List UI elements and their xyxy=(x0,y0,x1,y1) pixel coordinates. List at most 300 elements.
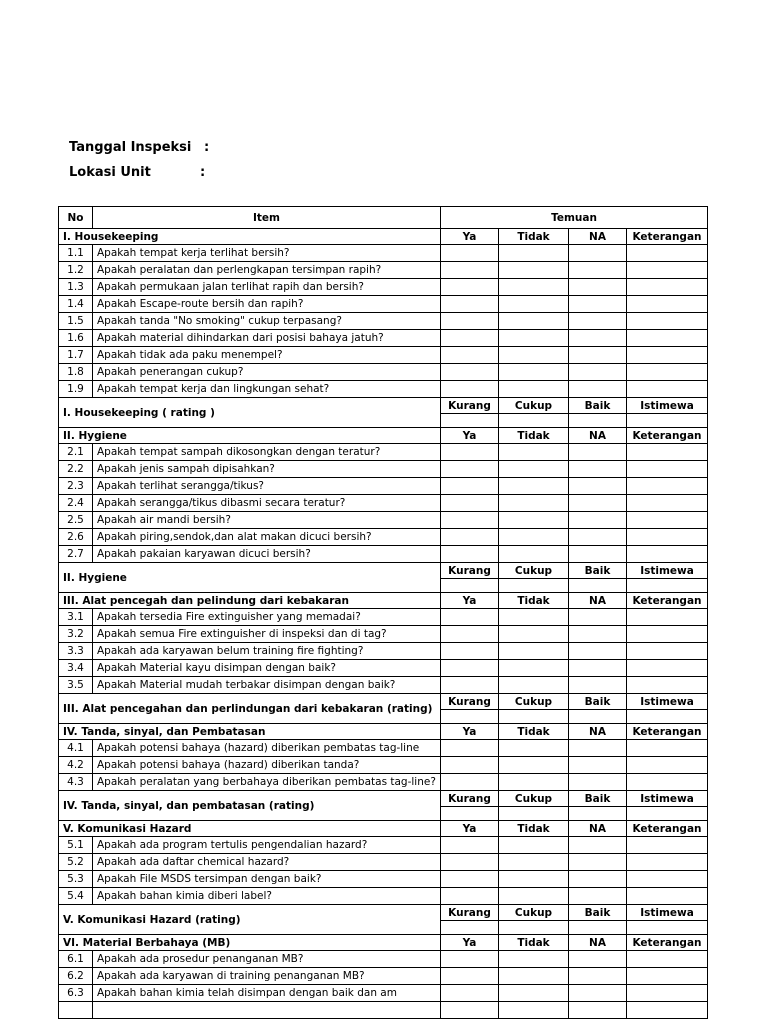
finding-cell-tidak[interactable] xyxy=(499,347,569,364)
rating-cell-kurang[interactable] xyxy=(441,579,499,593)
finding-cell-keterangan[interactable] xyxy=(627,871,708,888)
finding-cell-ya[interactable] xyxy=(441,757,499,774)
item-number: 1.1 xyxy=(59,245,93,262)
finding-cell-na[interactable] xyxy=(569,871,627,888)
finding-cell-keterangan[interactable] xyxy=(627,364,708,381)
finding-cell-na[interactable] xyxy=(569,245,627,262)
section-title: II. Hygiene xyxy=(59,428,441,444)
item-question: Apakah air mandi bersih? xyxy=(93,512,441,529)
checklist-row xyxy=(59,296,708,313)
item-question: Apakah serangga/tikus dibasmi secara teratur? xyxy=(93,495,441,512)
checklist-row xyxy=(59,546,708,563)
finding-col-header: NA xyxy=(569,229,627,245)
item-question: Apakah permukaan jalan terlihat rapih dan bersih? xyxy=(93,279,441,296)
finding-cell-na[interactable] xyxy=(569,643,627,660)
rating-title: IV. Tanda, sinyal, dan pembatasan (rating) xyxy=(59,791,441,821)
rating-col-header: Cukup xyxy=(499,563,569,579)
item-question: Apakah semua Fire extinguisher di inspeksi dan di tag? xyxy=(93,626,441,643)
finding-cell-keterangan[interactable] xyxy=(627,245,708,262)
finding-cell-ya[interactable] xyxy=(441,512,499,529)
rating-col-header: Kurang xyxy=(441,398,499,414)
item-question: Apakah potensi bahaya (hazard) diberikan pembatas tag-line xyxy=(93,740,441,757)
finding-cell-keterangan[interactable] xyxy=(627,609,708,626)
finding-cell-keterangan[interactable] xyxy=(627,626,708,643)
rating-col-header: Cukup xyxy=(499,398,569,414)
rating-cell-istimewa[interactable] xyxy=(627,921,708,935)
checklist-row xyxy=(59,347,708,364)
item-number: 4.3 xyxy=(59,774,93,791)
finding-cell-na[interactable] xyxy=(569,740,627,757)
empty-cell[interactable] xyxy=(59,1002,93,1019)
item-number: 1.4 xyxy=(59,296,93,313)
finding-cell-na[interactable] xyxy=(569,837,627,854)
finding-cell-keterangan[interactable] xyxy=(627,444,708,461)
rating-title: II. Hygiene xyxy=(59,563,441,593)
finding-cell-na[interactable] xyxy=(569,444,627,461)
rating-col-header: Baik xyxy=(569,905,627,921)
finding-col-header: Tidak xyxy=(499,593,569,609)
checklist-row xyxy=(59,262,708,279)
finding-cell-ya[interactable] xyxy=(441,888,499,905)
item-number: 5.3 xyxy=(59,871,93,888)
finding-cell-ya[interactable] xyxy=(441,740,499,757)
empty-cell[interactable] xyxy=(93,1002,441,1019)
finding-cell-keterangan[interactable] xyxy=(627,985,708,1002)
finding-cell-na[interactable] xyxy=(569,968,627,985)
checklist-row xyxy=(59,245,708,262)
rating-header-row xyxy=(59,398,708,414)
finding-cell-tidak[interactable] xyxy=(499,888,569,905)
finding-col-header: NA xyxy=(569,935,627,951)
rating-cell-istimewa[interactable] xyxy=(627,414,708,428)
checklist-row xyxy=(59,313,708,330)
item-question: Apakah jenis sampah dipisahkan? xyxy=(93,461,441,478)
item-number: 5.2 xyxy=(59,854,93,871)
item-number: 1.3 xyxy=(59,279,93,296)
rating-cell-cukup[interactable] xyxy=(499,414,569,428)
finding-cell-ya[interactable] xyxy=(441,313,499,330)
empty-cell[interactable] xyxy=(627,1002,708,1019)
finding-col-header: Keterangan xyxy=(627,593,708,609)
finding-cell-tidak[interactable] xyxy=(499,529,569,546)
item-question: Apakah ada karyawan belum training fire fighting? xyxy=(93,643,441,660)
finding-cell-keterangan[interactable] xyxy=(627,529,708,546)
finding-cell-keterangan[interactable] xyxy=(627,313,708,330)
finding-cell-keterangan[interactable] xyxy=(627,643,708,660)
checklist-row xyxy=(59,609,708,626)
finding-col-header: Keterangan xyxy=(627,229,708,245)
section-header-row xyxy=(59,821,708,837)
checklist-row xyxy=(59,837,708,854)
finding-col-header: Tidak xyxy=(499,821,569,837)
rating-col-header: Istimewa xyxy=(627,694,708,710)
rating-cell-cukup[interactable] xyxy=(499,807,569,821)
rating-col-header: Baik xyxy=(569,398,627,414)
item-number: 3.4 xyxy=(59,660,93,677)
finding-col-header: Keterangan xyxy=(627,821,708,837)
finding-cell-keterangan[interactable] xyxy=(627,774,708,791)
finding-cell-tidak[interactable] xyxy=(499,245,569,262)
item-question: Apakah peralatan yang berbahaya diberikan pembatas tag-line? xyxy=(93,774,441,791)
finding-cell-tidak[interactable] xyxy=(499,968,569,985)
finding-cell-keterangan[interactable] xyxy=(627,512,708,529)
finding-cell-na[interactable] xyxy=(569,985,627,1002)
finding-cell-tidak[interactable] xyxy=(499,837,569,854)
finding-col-header: Keterangan xyxy=(627,935,708,951)
finding-cell-ya[interactable] xyxy=(441,245,499,262)
rating-col-header: Baik xyxy=(569,694,627,710)
checklist-row xyxy=(59,529,708,546)
finding-cell-keterangan[interactable] xyxy=(627,262,708,279)
finding-cell-keterangan[interactable] xyxy=(627,461,708,478)
finding-cell-na[interactable] xyxy=(569,757,627,774)
item-question: Apakah penerangan cukup? xyxy=(93,364,441,381)
item-number: 5.4 xyxy=(59,888,93,905)
rating-cell-baik[interactable] xyxy=(569,579,627,593)
finding-cell-ya[interactable] xyxy=(441,774,499,791)
rating-cell-baik[interactable] xyxy=(569,710,627,724)
finding-col-header: Ya xyxy=(441,935,499,951)
finding-cell-ya[interactable] xyxy=(441,951,499,968)
rating-col-header: Kurang xyxy=(441,563,499,579)
checklist-row xyxy=(59,757,708,774)
finding-col-header: Ya xyxy=(441,821,499,837)
rating-col-header: Istimewa xyxy=(627,791,708,807)
empty-cell[interactable] xyxy=(499,1002,569,1019)
finding-cell-ya[interactable] xyxy=(441,381,499,398)
finding-cell-keterangan[interactable] xyxy=(627,330,708,347)
rating-title: V. Komunikasi Hazard (rating) xyxy=(59,905,441,935)
finding-cell-tidak[interactable] xyxy=(499,478,569,495)
rating-col-header: Baik xyxy=(569,563,627,579)
checklist-row xyxy=(59,968,708,985)
finding-cell-ya[interactable] xyxy=(441,529,499,546)
finding-cell-keterangan[interactable] xyxy=(627,854,708,871)
item-question: Apakah tempat sampah dikosongkan dengan teratur? xyxy=(93,444,441,461)
checklist-row xyxy=(59,854,708,871)
finding-cell-ya[interactable] xyxy=(441,330,499,347)
unit-location-text: Lokasi Unit xyxy=(69,165,151,180)
table-header-row xyxy=(59,207,708,229)
empty-row xyxy=(59,1002,708,1019)
finding-cell-tidak[interactable] xyxy=(499,985,569,1002)
rating-cell-baik[interactable] xyxy=(569,807,627,821)
finding-cell-keterangan[interactable] xyxy=(627,478,708,495)
finding-cell-na[interactable] xyxy=(569,347,627,364)
finding-cell-na[interactable] xyxy=(569,660,627,677)
finding-cell-na[interactable] xyxy=(569,854,627,871)
finding-cell-ya[interactable] xyxy=(441,546,499,563)
checklist-row xyxy=(59,330,708,347)
inspection-table xyxy=(58,206,708,1019)
section-header-row xyxy=(59,229,708,245)
finding-cell-tidak[interactable] xyxy=(499,871,569,888)
finding-cell-ya[interactable] xyxy=(441,495,499,512)
finding-cell-ya[interactable] xyxy=(441,296,499,313)
finding-cell-tidak[interactable] xyxy=(499,262,569,279)
finding-cell-ya[interactable] xyxy=(441,347,499,364)
rating-col-header: Kurang xyxy=(441,905,499,921)
finding-col-header: Keterangan xyxy=(627,428,708,444)
item-number: 1.9 xyxy=(59,381,93,398)
finding-cell-keterangan[interactable] xyxy=(627,296,708,313)
rating-cell-cukup[interactable] xyxy=(499,579,569,593)
header-item: Item xyxy=(93,207,441,229)
inspection-date-text: Tanggal Inspeksi xyxy=(69,140,192,155)
checklist-row xyxy=(59,643,708,660)
finding-col-header: NA xyxy=(569,428,627,444)
finding-cell-tidak[interactable] xyxy=(499,609,569,626)
finding-col-header: Tidak xyxy=(499,229,569,245)
rating-cell-baik[interactable] xyxy=(569,414,627,428)
unit-location-colon: : xyxy=(200,165,206,180)
item-question: Apakah Escape-route bersih dan rapih? xyxy=(93,296,441,313)
section-title: IV. Tanda, sinyal, dan Pembatasan xyxy=(59,724,441,740)
finding-cell-keterangan[interactable] xyxy=(627,888,708,905)
item-question: Apakah Material mudah terbakar disimpan dengan baik? xyxy=(93,677,441,694)
rating-cell-cukup[interactable] xyxy=(499,921,569,935)
finding-cell-tidak[interactable] xyxy=(499,279,569,296)
section-title: III. Alat pencegah dan pelindung dari kebakaran xyxy=(59,593,441,609)
finding-cell-ya[interactable] xyxy=(441,626,499,643)
empty-cell[interactable] xyxy=(441,1002,499,1019)
item-question: Apakah tempat kerja terlihat bersih? xyxy=(93,245,441,262)
inspection-date-label xyxy=(69,140,210,155)
checklist-row xyxy=(59,888,708,905)
finding-cell-na[interactable] xyxy=(569,330,627,347)
rating-cell-istimewa[interactable] xyxy=(627,579,708,593)
finding-cell-na[interactable] xyxy=(569,529,627,546)
item-question: Apakah ada prosedur penanganan MB? xyxy=(93,951,441,968)
checklist-row xyxy=(59,512,708,529)
section-header-row xyxy=(59,593,708,609)
finding-cell-ya[interactable] xyxy=(441,660,499,677)
item-number: 1.2 xyxy=(59,262,93,279)
finding-cell-tidak[interactable] xyxy=(499,643,569,660)
item-number: 2.2 xyxy=(59,461,93,478)
finding-cell-na[interactable] xyxy=(569,677,627,694)
finding-cell-keterangan[interactable] xyxy=(627,968,708,985)
item-question: Apakah piring,sendok,dan alat makan dicuci bersih? xyxy=(93,529,441,546)
finding-cell-ya[interactable] xyxy=(441,643,499,660)
finding-cell-ya[interactable] xyxy=(441,444,499,461)
finding-cell-na[interactable] xyxy=(569,461,627,478)
finding-cell-na[interactable] xyxy=(569,478,627,495)
item-question: Apakah material dihindarkan dari posisi bahaya jatuh? xyxy=(93,330,441,347)
finding-cell-ya[interactable] xyxy=(441,461,499,478)
checklist-row xyxy=(59,495,708,512)
finding-col-header: NA xyxy=(569,821,627,837)
rating-cell-kurang[interactable] xyxy=(441,921,499,935)
finding-cell-tidak[interactable] xyxy=(499,854,569,871)
empty-cell[interactable] xyxy=(569,1002,627,1019)
finding-cell-na[interactable] xyxy=(569,888,627,905)
finding-cell-tidak[interactable] xyxy=(499,546,569,563)
finding-cell-ya[interactable] xyxy=(441,871,499,888)
finding-cell-ya[interactable] xyxy=(441,837,499,854)
checklist-row xyxy=(59,461,708,478)
rating-col-header: Istimewa xyxy=(627,398,708,414)
inspection-date-colon: : xyxy=(204,140,210,155)
item-number: 5.1 xyxy=(59,837,93,854)
finding-cell-na[interactable] xyxy=(569,262,627,279)
finding-cell-ya[interactable] xyxy=(441,677,499,694)
checklist-row xyxy=(59,364,708,381)
finding-cell-tidak[interactable] xyxy=(499,757,569,774)
finding-cell-keterangan[interactable] xyxy=(627,546,708,563)
finding-cell-ya[interactable] xyxy=(441,968,499,985)
finding-cell-tidak[interactable] xyxy=(499,677,569,694)
rating-col-header: Istimewa xyxy=(627,563,708,579)
rating-cell-kurang[interactable] xyxy=(441,710,499,724)
rating-cell-baik[interactable] xyxy=(569,921,627,935)
item-number: 3.2 xyxy=(59,626,93,643)
finding-col-header: Ya xyxy=(441,593,499,609)
finding-cell-ya[interactable] xyxy=(441,854,499,871)
checklist-row xyxy=(59,871,708,888)
finding-cell-na[interactable] xyxy=(569,495,627,512)
finding-cell-keterangan[interactable] xyxy=(627,279,708,296)
finding-cell-keterangan[interactable] xyxy=(627,660,708,677)
section-title: I. Housekeeping xyxy=(59,229,441,245)
rating-title: III. Alat pencegahan dan perlindungan dari kebakaran (rating) xyxy=(59,694,441,724)
finding-cell-ya[interactable] xyxy=(441,364,499,381)
finding-col-header: NA xyxy=(569,724,627,740)
item-number: 3.3 xyxy=(59,643,93,660)
finding-cell-tidak[interactable] xyxy=(499,364,569,381)
rating-cell-istimewa[interactable] xyxy=(627,710,708,724)
finding-cell-tidak[interactable] xyxy=(499,495,569,512)
rating-cell-cukup[interactable] xyxy=(499,710,569,724)
rating-cell-kurang[interactable] xyxy=(441,807,499,821)
checklist-row xyxy=(59,951,708,968)
checklist-row xyxy=(59,279,708,296)
rating-col-header: Cukup xyxy=(499,905,569,921)
finding-cell-tidak[interactable] xyxy=(499,660,569,677)
finding-cell-na[interactable] xyxy=(569,279,627,296)
item-number: 6.3 xyxy=(59,985,93,1002)
item-number: 3.1 xyxy=(59,609,93,626)
rating-header-row xyxy=(59,905,708,921)
rating-title: I. Housekeeping ( rating ) xyxy=(59,398,441,428)
section-title: VI. Material Berbahaya (MB) xyxy=(59,935,441,951)
finding-cell-tidak[interactable] xyxy=(499,512,569,529)
section-header-row xyxy=(59,724,708,740)
finding-col-header: Ya xyxy=(441,229,499,245)
item-question: Apakah potensi bahaya (hazard) diberikan tanda? xyxy=(93,757,441,774)
item-number: 2.5 xyxy=(59,512,93,529)
checklist-row xyxy=(59,740,708,757)
header-findings: Temuan xyxy=(441,207,708,229)
finding-cell-tidak[interactable] xyxy=(499,774,569,791)
finding-cell-keterangan[interactable] xyxy=(627,347,708,364)
finding-cell-keterangan[interactable] xyxy=(627,951,708,968)
finding-cell-keterangan[interactable] xyxy=(627,381,708,398)
finding-cell-ya[interactable] xyxy=(441,279,499,296)
finding-col-header: NA xyxy=(569,593,627,609)
rating-col-header: Baik xyxy=(569,791,627,807)
finding-cell-keterangan[interactable] xyxy=(627,740,708,757)
finding-cell-tidak[interactable] xyxy=(499,951,569,968)
finding-cell-na[interactable] xyxy=(569,381,627,398)
finding-cell-na[interactable] xyxy=(569,296,627,313)
finding-cell-na[interactable] xyxy=(569,364,627,381)
checklist-row xyxy=(59,774,708,791)
item-number: 1.6 xyxy=(59,330,93,347)
finding-cell-na[interactable] xyxy=(569,313,627,330)
finding-cell-keterangan[interactable] xyxy=(627,495,708,512)
finding-cell-na[interactable] xyxy=(569,546,627,563)
item-question: Apakah tanda "No smoking" cukup terpasang? xyxy=(93,313,441,330)
finding-cell-keterangan[interactable] xyxy=(627,757,708,774)
checklist-row xyxy=(59,985,708,1002)
finding-cell-na[interactable] xyxy=(569,512,627,529)
finding-cell-tidak[interactable] xyxy=(499,461,569,478)
finding-cell-na[interactable] xyxy=(569,609,627,626)
inspection-table-body xyxy=(59,207,708,1019)
checklist-row xyxy=(59,478,708,495)
rating-header-row xyxy=(59,563,708,579)
item-number: 2.1 xyxy=(59,444,93,461)
item-number: 4.1 xyxy=(59,740,93,757)
item-question: Apakah tempat kerja dan lingkungan sehat? xyxy=(93,381,441,398)
section-title: V. Komunikasi Hazard xyxy=(59,821,441,837)
rating-cell-kurang[interactable] xyxy=(441,414,499,428)
finding-col-header: Keterangan xyxy=(627,724,708,740)
finding-cell-tidak[interactable] xyxy=(499,626,569,643)
finding-cell-tidak[interactable] xyxy=(499,444,569,461)
finding-cell-tidak[interactable] xyxy=(499,313,569,330)
finding-cell-tidak[interactable] xyxy=(499,330,569,347)
finding-cell-tidak[interactable] xyxy=(499,296,569,313)
item-number: 2.3 xyxy=(59,478,93,495)
rating-cell-istimewa[interactable] xyxy=(627,807,708,821)
section-header-row xyxy=(59,428,708,444)
item-question: Apakah pakaian karyawan dicuci bersih? xyxy=(93,546,441,563)
item-question: Apakah peralatan dan perlengkapan tersimpan rapih? xyxy=(93,262,441,279)
item-number: 4.2 xyxy=(59,757,93,774)
item-question: Apakah ada karyawan di training penanganan MB? xyxy=(93,968,441,985)
finding-cell-na[interactable] xyxy=(569,774,627,791)
finding-cell-tidak[interactable] xyxy=(499,740,569,757)
rating-col-header: Kurang xyxy=(441,791,499,807)
section-header-row xyxy=(59,935,708,951)
finding-cell-ya[interactable] xyxy=(441,478,499,495)
finding-cell-keterangan[interactable] xyxy=(627,677,708,694)
finding-cell-na[interactable] xyxy=(569,626,627,643)
checklist-row xyxy=(59,660,708,677)
header-no: No xyxy=(59,207,93,229)
item-number: 1.7 xyxy=(59,347,93,364)
finding-cell-ya[interactable] xyxy=(441,609,499,626)
finding-cell-ya[interactable] xyxy=(441,985,499,1002)
item-question: Apakah File MSDS tersimpan dengan baik? xyxy=(93,871,441,888)
item-question: Apakah bahan kimia telah disimpan dengan baik dan am xyxy=(93,985,441,1002)
finding-cell-ya[interactable] xyxy=(441,262,499,279)
finding-cell-na[interactable] xyxy=(569,951,627,968)
item-number: 1.8 xyxy=(59,364,93,381)
rating-col-header: Kurang xyxy=(441,694,499,710)
checklist-row xyxy=(59,626,708,643)
rating-col-header: Cukup xyxy=(499,694,569,710)
rating-header-row xyxy=(59,694,708,710)
finding-col-header: Ya xyxy=(441,724,499,740)
finding-cell-keterangan[interactable] xyxy=(627,837,708,854)
item-question: Apakah Material kayu disimpan dengan baik? xyxy=(93,660,441,677)
finding-cell-tidak[interactable] xyxy=(499,381,569,398)
item-number: 2.7 xyxy=(59,546,93,563)
item-question: Apakah ada daftar chemical hazard? xyxy=(93,854,441,871)
